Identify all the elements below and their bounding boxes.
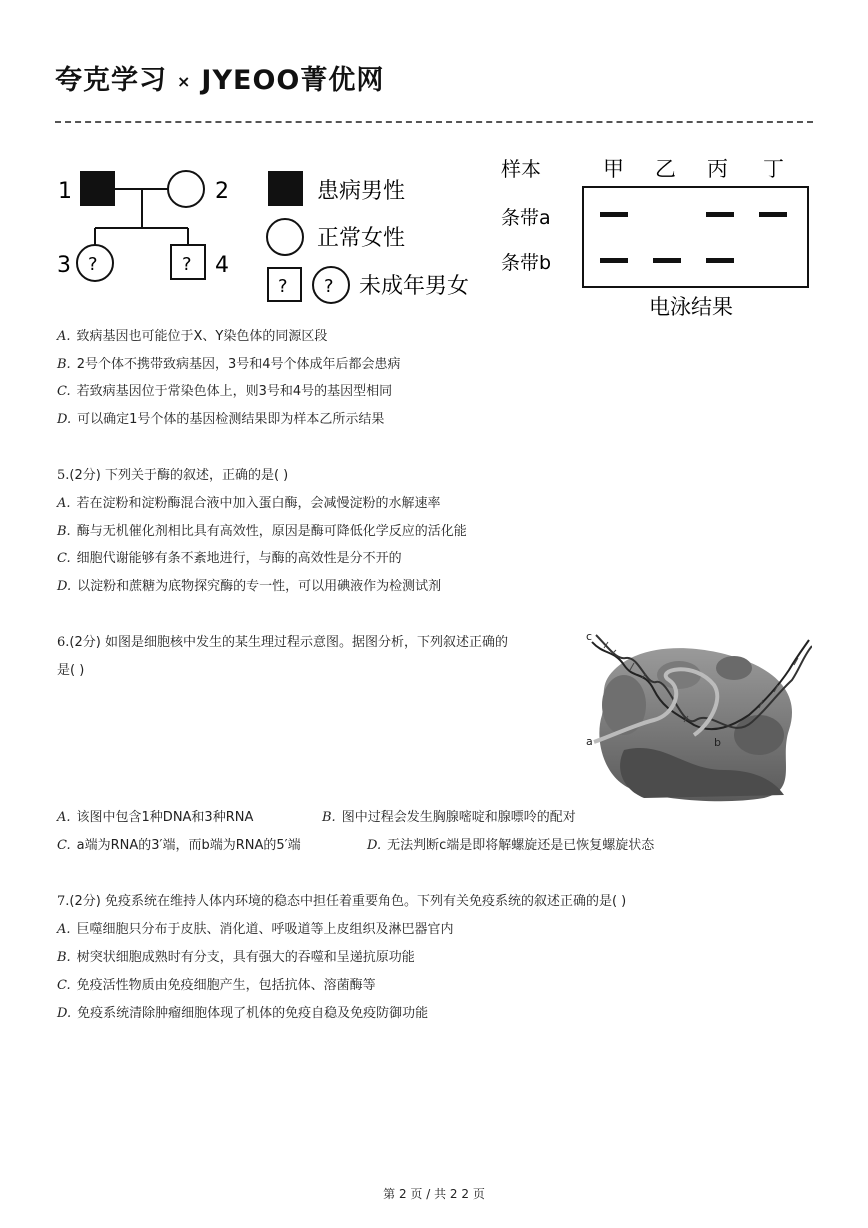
option-letter: B. [322,810,336,825]
legend-affected-male: 患病男性 [317,179,406,204]
question-number: 5. [57,468,70,483]
gel-sample-label: 样本 [501,157,541,181]
question-text: 免疫系统在维持人体内环境的稳态中担任着重要角色。下列有关免疫系统的叙述正确的是( ) [104,894,627,909]
q7-stem [57,893,626,911]
q4-option-c [57,383,392,401]
q5-option-c [57,550,402,568]
q7-option-c [57,977,376,995]
question-number: 7. [57,894,70,909]
gel-sample-4: 丁 [763,157,784,181]
q7-option-a [57,921,454,939]
gel-frame [583,187,808,287]
option-letter: D. [57,412,72,427]
q7-option-b [57,949,415,967]
gel-band [600,212,628,217]
page-footer: 第 2 页 / 共 2 2 页 [383,1187,485,1201]
option-text: 图中过程会发生胸腺嘧啶和腺嘌呤的配对 [341,810,576,825]
option-letter: A. [57,922,71,937]
unknown-mark: ? [182,254,192,275]
legend-normal-female: 正常女性 [317,226,406,251]
q4-figure [55,148,815,323]
header-divider [55,121,813,123]
option-letter: A. [57,810,71,825]
q6-stem-line1 [57,634,508,652]
option-text: 以淀粉和蔗糖为底物探究酶的专一性，可以用碘液作为检测试剂 [77,579,442,594]
gel-band-label-b: 条带b [501,252,552,274]
unknown-mark: ? [88,254,98,275]
question-points: (2分) [69,468,101,483]
option-text: 可以确定1号个体的基因检测结果即为样本乙所示结果 [77,412,385,427]
legend-minor: 未成年男女 [359,274,470,299]
option-letter: B. [57,950,71,965]
nucleus-blob [716,656,752,680]
pedigree-label-2: 2 [215,179,229,204]
gel-band [706,258,734,263]
legend-affected-male-icon [268,171,303,206]
option-text: a端为RNA的3′端，而b端为RNA的5′端 [76,838,301,853]
label-b: b [714,736,721,749]
q6-option-c [57,837,301,855]
option-letter: C. [57,978,71,993]
option-letter: A. [57,496,71,511]
pedigree-legend [267,171,469,303]
nucleus-blob [734,715,784,755]
gel-band [653,258,681,263]
q5-option-a [57,495,441,513]
gel-sample-2: 乙 [655,157,676,181]
option-letter: D. [57,1006,72,1021]
option-text: 若致病基因位于常染色体上，则3号和4号的基因型相同 [76,384,393,399]
pedigree-label-4: 4 [215,253,229,278]
option-letter: B. [57,357,71,372]
q7-option-d [57,1005,428,1023]
q4-option-d [57,411,384,429]
option-letter: D. [367,838,382,853]
gel-band [600,258,628,263]
option-text: 2号个体不携带致病基因，3号和4号个体成年后都会患病 [76,357,401,372]
pedigree-label-3: 3 [57,253,71,278]
brand-right: JYEOO菁优网 [201,65,385,96]
question-points: (2分) [69,635,101,650]
q5-stem [57,467,288,485]
affected-male-symbol [80,171,115,206]
option-text: 无法判断c端是即将解螺旋还是已恢复螺旋状态 [387,838,655,853]
question-text: 下列关于酶的叙述，正确的是( ) [104,468,289,483]
option-letter: C. [57,384,71,399]
q5-option-b [57,523,467,541]
pedigree-label-1: 1 [58,179,72,204]
option-text: 树突状细胞成熟时有分支，具有强大的吞噬和呈递抗原功能 [76,950,415,965]
normal-female-symbol [168,171,204,207]
pedigree-chart [57,171,229,281]
option-letter: D. [57,579,72,594]
q4-option-b [57,356,401,374]
q5-option-d [57,578,441,596]
unknown-mark: ? [278,276,288,297]
header-logo [55,58,384,97]
legend-normal-female-icon [267,219,303,255]
gel-caption: 电泳结果 [649,295,733,319]
q6-stem-line2: 是( ) [57,663,85,678]
question-number: 6. [57,635,70,650]
q6-transcription-figure [584,630,812,802]
question-text: 如图是细胞核中发生的某生理过程示意图。据图分析，下列叙述正确的 [104,635,508,650]
gel-sample-1: 甲 [603,157,624,181]
option-text: 巨噬细胞只分布于皮肤、消化道、呼吸道等上皮组织及淋巴器官内 [76,922,454,937]
label-a: a [586,735,593,748]
option-text: 酶与无机催化剂相比具有高效性，原因是酶可降低化学反应的活化能 [76,524,467,539]
gel-band [706,212,734,217]
option-letter: A. [57,329,71,344]
option-text: 免疫系统清除肿瘤细胞体现了机体的免疫自稳及免疫防御功能 [77,1006,429,1021]
question-points: (2分) [69,894,101,909]
label-c: c [586,630,593,643]
gel-band [759,212,787,217]
option-letter: B. [57,524,71,539]
option-text: 免疫活性物质由免疫细胞产生，包括抗体、溶菌酶等 [76,978,376,993]
q4-option-a [57,328,327,346]
brand-left: 夸克学习 [55,65,167,96]
q6-option-d [367,837,654,855]
brand-separator: × [177,72,192,91]
option-letter: C. [57,551,71,566]
option-text: 该图中包含1种DNA和3种RNA [76,810,254,825]
option-text: 细胞代谢能够有条不紊地进行，与酶的高效性是分不开的 [76,551,402,566]
q6-option-a [57,809,253,827]
option-text: 致病基因也可能位于X、Y染色体的同源区段 [76,329,328,344]
option-text: 若在淀粉和淀粉酶混合液中加入蛋白酶，会减慢淀粉的水解速率 [76,496,441,511]
gel-electrophoresis [501,157,808,319]
q6-option-b [322,809,576,827]
unknown-mark: ? [324,276,334,297]
option-letter: C. [57,838,71,853]
gel-sample-3: 丙 [707,157,728,181]
gel-band-label-a: 条带a [501,207,551,229]
